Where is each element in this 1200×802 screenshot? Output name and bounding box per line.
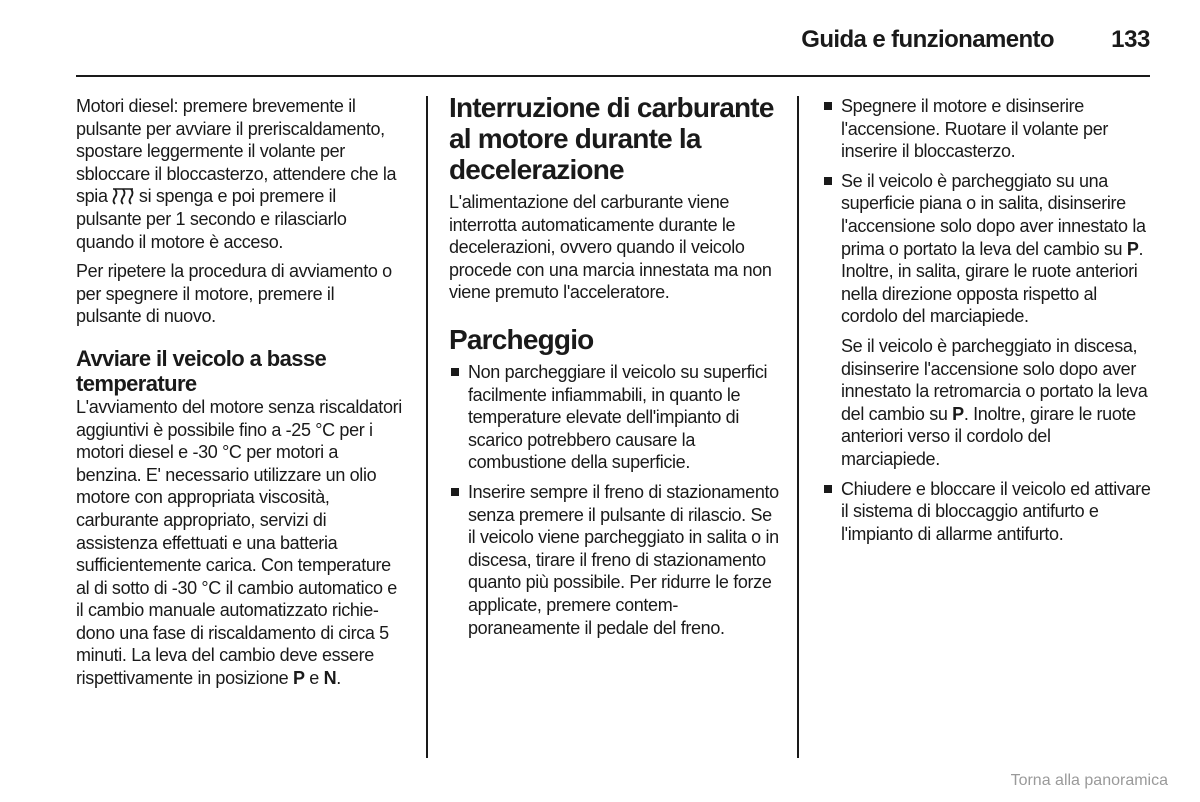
list-item: Chiudere e bloccare il veicolo ed attivare il sistema di bloccaggio antifurto e l'impianto di allarme antifurto. [822, 478, 1152, 546]
glow-plug-icon [112, 187, 134, 205]
header-divider [76, 75, 1150, 77]
bullet-icon [824, 485, 832, 493]
paragraph: Per ripetere la procedura di avviamento o per spegnere il motore, premere il pulsante di nuovo. [76, 261, 392, 327]
paragraph: Se il veicolo è parcheggiato in discesa, disinserire l'accensione solo dopo aver innestato la retromarcia o portato la leva del cambio su P. Inoltre, girare le ruote anteriori verso il cordolo del marciapiede. [841, 335, 1148, 469]
column-middle [449, 92, 779, 646]
list-item: Non parcheggiare il veicolo su superfici facilmente infiammabili, in quanto le temperature elevate dell'impianto di scarico potrebbero causare la combustione della superficie. [449, 361, 779, 474]
paragraph: L'alimentazione del carburante viene interrotta automaticamente durante le decelerazioni, ovvero quando il veicolo procede con una marcia innestata ma non viene premuto l'acceleratore. [449, 192, 772, 303]
column-divider [426, 96, 428, 758]
paragraph: Motori diesel: premere brevemente il pulsante per avviare il preriscaldamento, spostare leggermente il volante per sbloccare il bloccasterzo, attendere che la spia si spenga e poi premere il pulsante per 1 secondo e rilasciarlo quando il motore è acceso. [76, 96, 397, 252]
column-right [822, 95, 1152, 552]
list-item: Spegnere il motore e disinserire l'accensione. Ruotare il volante per inserire il bloccasterzo. [822, 95, 1152, 163]
list-item: Inserire sempre il freno di stazionamento senza premere il pulsante di rilascio. Se il veicolo viene parcheggiato in salita o in discesa, tirare il freno di stazionamento quanto più possibile. Per ridurre le forze applicate, premere contemporaneamente il pedale del freno. [449, 481, 779, 639]
bullet-list [822, 478, 1152, 546]
section-title: Guida e funzionamento [801, 26, 1054, 53]
paragraph: L'avviamento del motore senza riscaldatori aggiuntivi è possibile fino a -25 °C per i motori diesel e -30 °C per motori a benzina. E' necessario utilizzare un olio motore con appropriata viscosità, carburante appropriato, servizi di assistenza effettuati e una batteria sufficientemente carica. Con temperature al di sotto di -30 °C il cambio automatico e il cambio manuale automatizzato richiedono una fase di riscaldamento di circa 5 minuti. La leva del cambio deve essere rispettivamente in posizione P e N. [76, 396, 402, 689]
bullet-icon [824, 102, 832, 110]
section-heading: Avviare il veicolo a basse temperature [76, 345, 327, 396]
column-left [76, 95, 404, 697]
section-heading: Interruzione di carburante al motore durante la decelerazione [449, 92, 774, 185]
bullet-icon [824, 177, 832, 185]
bullet-icon [451, 488, 459, 496]
bullet-icon [451, 368, 459, 376]
page-number: 133 [1111, 26, 1150, 53]
bullet-list [449, 361, 779, 639]
bullet-list [822, 95, 1152, 328]
list-item: Se il veicolo è parcheggiato su una superficie piana o in salita, disinserire l'accensione solo dopo aver innestato la prima o portato la leva del cambio su P. Inoltre, in salita, girare le ruote anteriori nella direzione opposta rispetto al cordolo del marciapiede. [822, 170, 1152, 328]
back-to-overview-link[interactable]: Torna alla panoramica [1010, 772, 1168, 789]
section-heading: Parcheggio [449, 323, 594, 355]
column-divider [797, 96, 799, 758]
